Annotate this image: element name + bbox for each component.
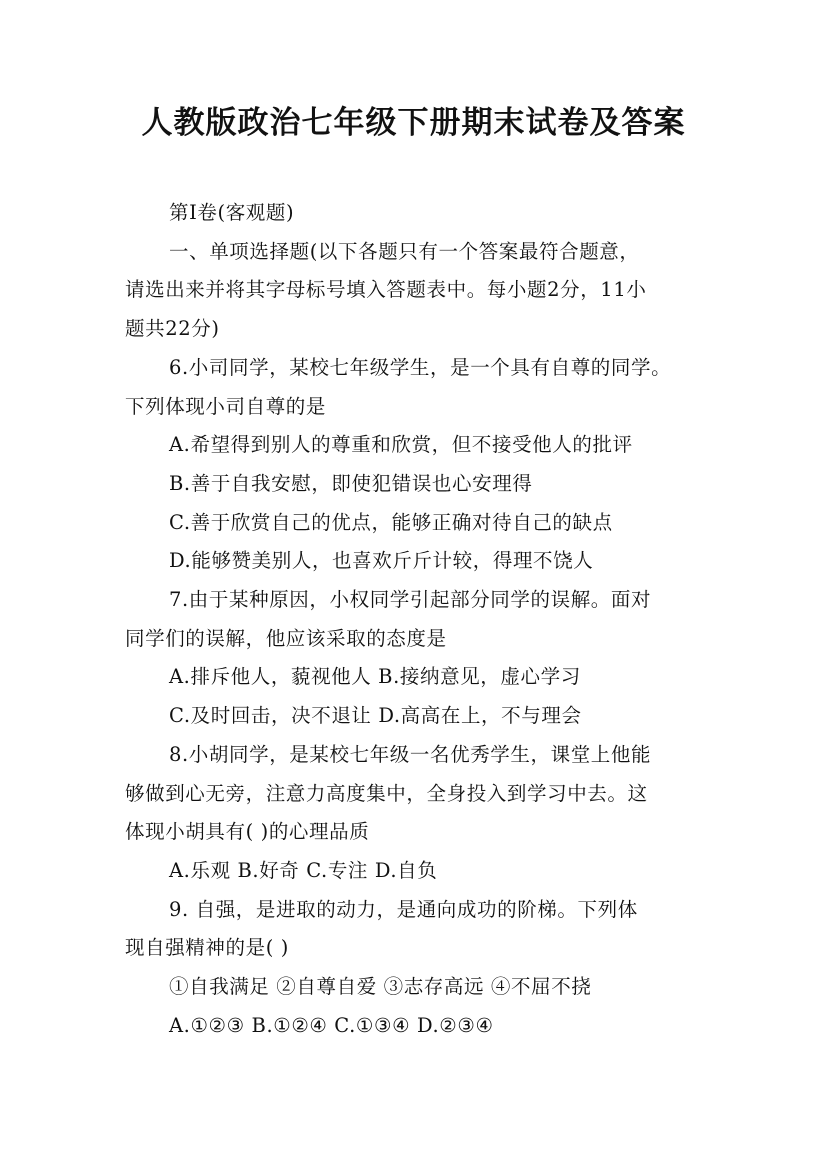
text-line: C.及时回击，决不退让 D.高高在上，不与理会	[169, 704, 582, 728]
text-line: 请选出来并将其字母标号填入答题表中。每小题2分，11小	[125, 278, 647, 302]
text-line: 同学们的误解，他应该采取的态度是	[125, 626, 447, 650]
text-line: D.能够赞美别人，也喜欢斤斤计较，得理不饶人	[169, 549, 594, 573]
text-line: 9. 自强，是进取的动力，是通向成功的阶梯。下列体	[169, 897, 638, 921]
text-line: C.善于欣赏自己的优点，能够正确对待自己的缺点	[169, 510, 613, 534]
text-line: 下列体现小司自尊的是	[125, 394, 327, 418]
text-line: ①自我满足 ②自尊自爱 ③志存高远 ④不屈不挠	[169, 975, 592, 999]
text-line: 体现小胡具有( )的心理品质	[125, 820, 370, 844]
text-line: A.乐观 B.好奇 C.专注 D.自负	[169, 858, 438, 882]
text-line: A.排斥他人，藐视他人 B.接纳意见，虚心学习	[169, 665, 581, 689]
text-line: 7.由于某种原因，小权同学引起部分同学的误解。面对	[169, 588, 652, 612]
text-line: 题共22分)	[125, 317, 220, 341]
document-body	[125, 194, 705, 1045]
text-line: 第Ⅰ卷(客观题)	[169, 201, 295, 224]
text-line: 够做到心无旁，注意力高度集中，全身投入到学习中去。这	[125, 781, 648, 805]
text-line: 一、单项选择题(以下各题只有一个答案最符合题意，	[169, 239, 640, 263]
text-line: 6.小司同学，某校七年级学生，是一个具有自尊的同学。	[169, 355, 672, 379]
text-line: 现自强精神的是( )	[125, 936, 289, 960]
text-line: 8.小胡同学，是某校七年级一名优秀学生，课堂上他能	[169, 742, 652, 766]
text-line: B.善于自我安慰，即使犯错误也心安理得	[169, 471, 533, 495]
text-line: A.希望得到别人的尊重和欣赏，但不接受他人的批评	[169, 433, 633, 457]
text-line: A.①②③ B.①②④ C.①③④ D.②③④	[169, 1013, 494, 1037]
document-title: 人教版政治七年级下册期末试卷及答案	[141, 105, 686, 141]
